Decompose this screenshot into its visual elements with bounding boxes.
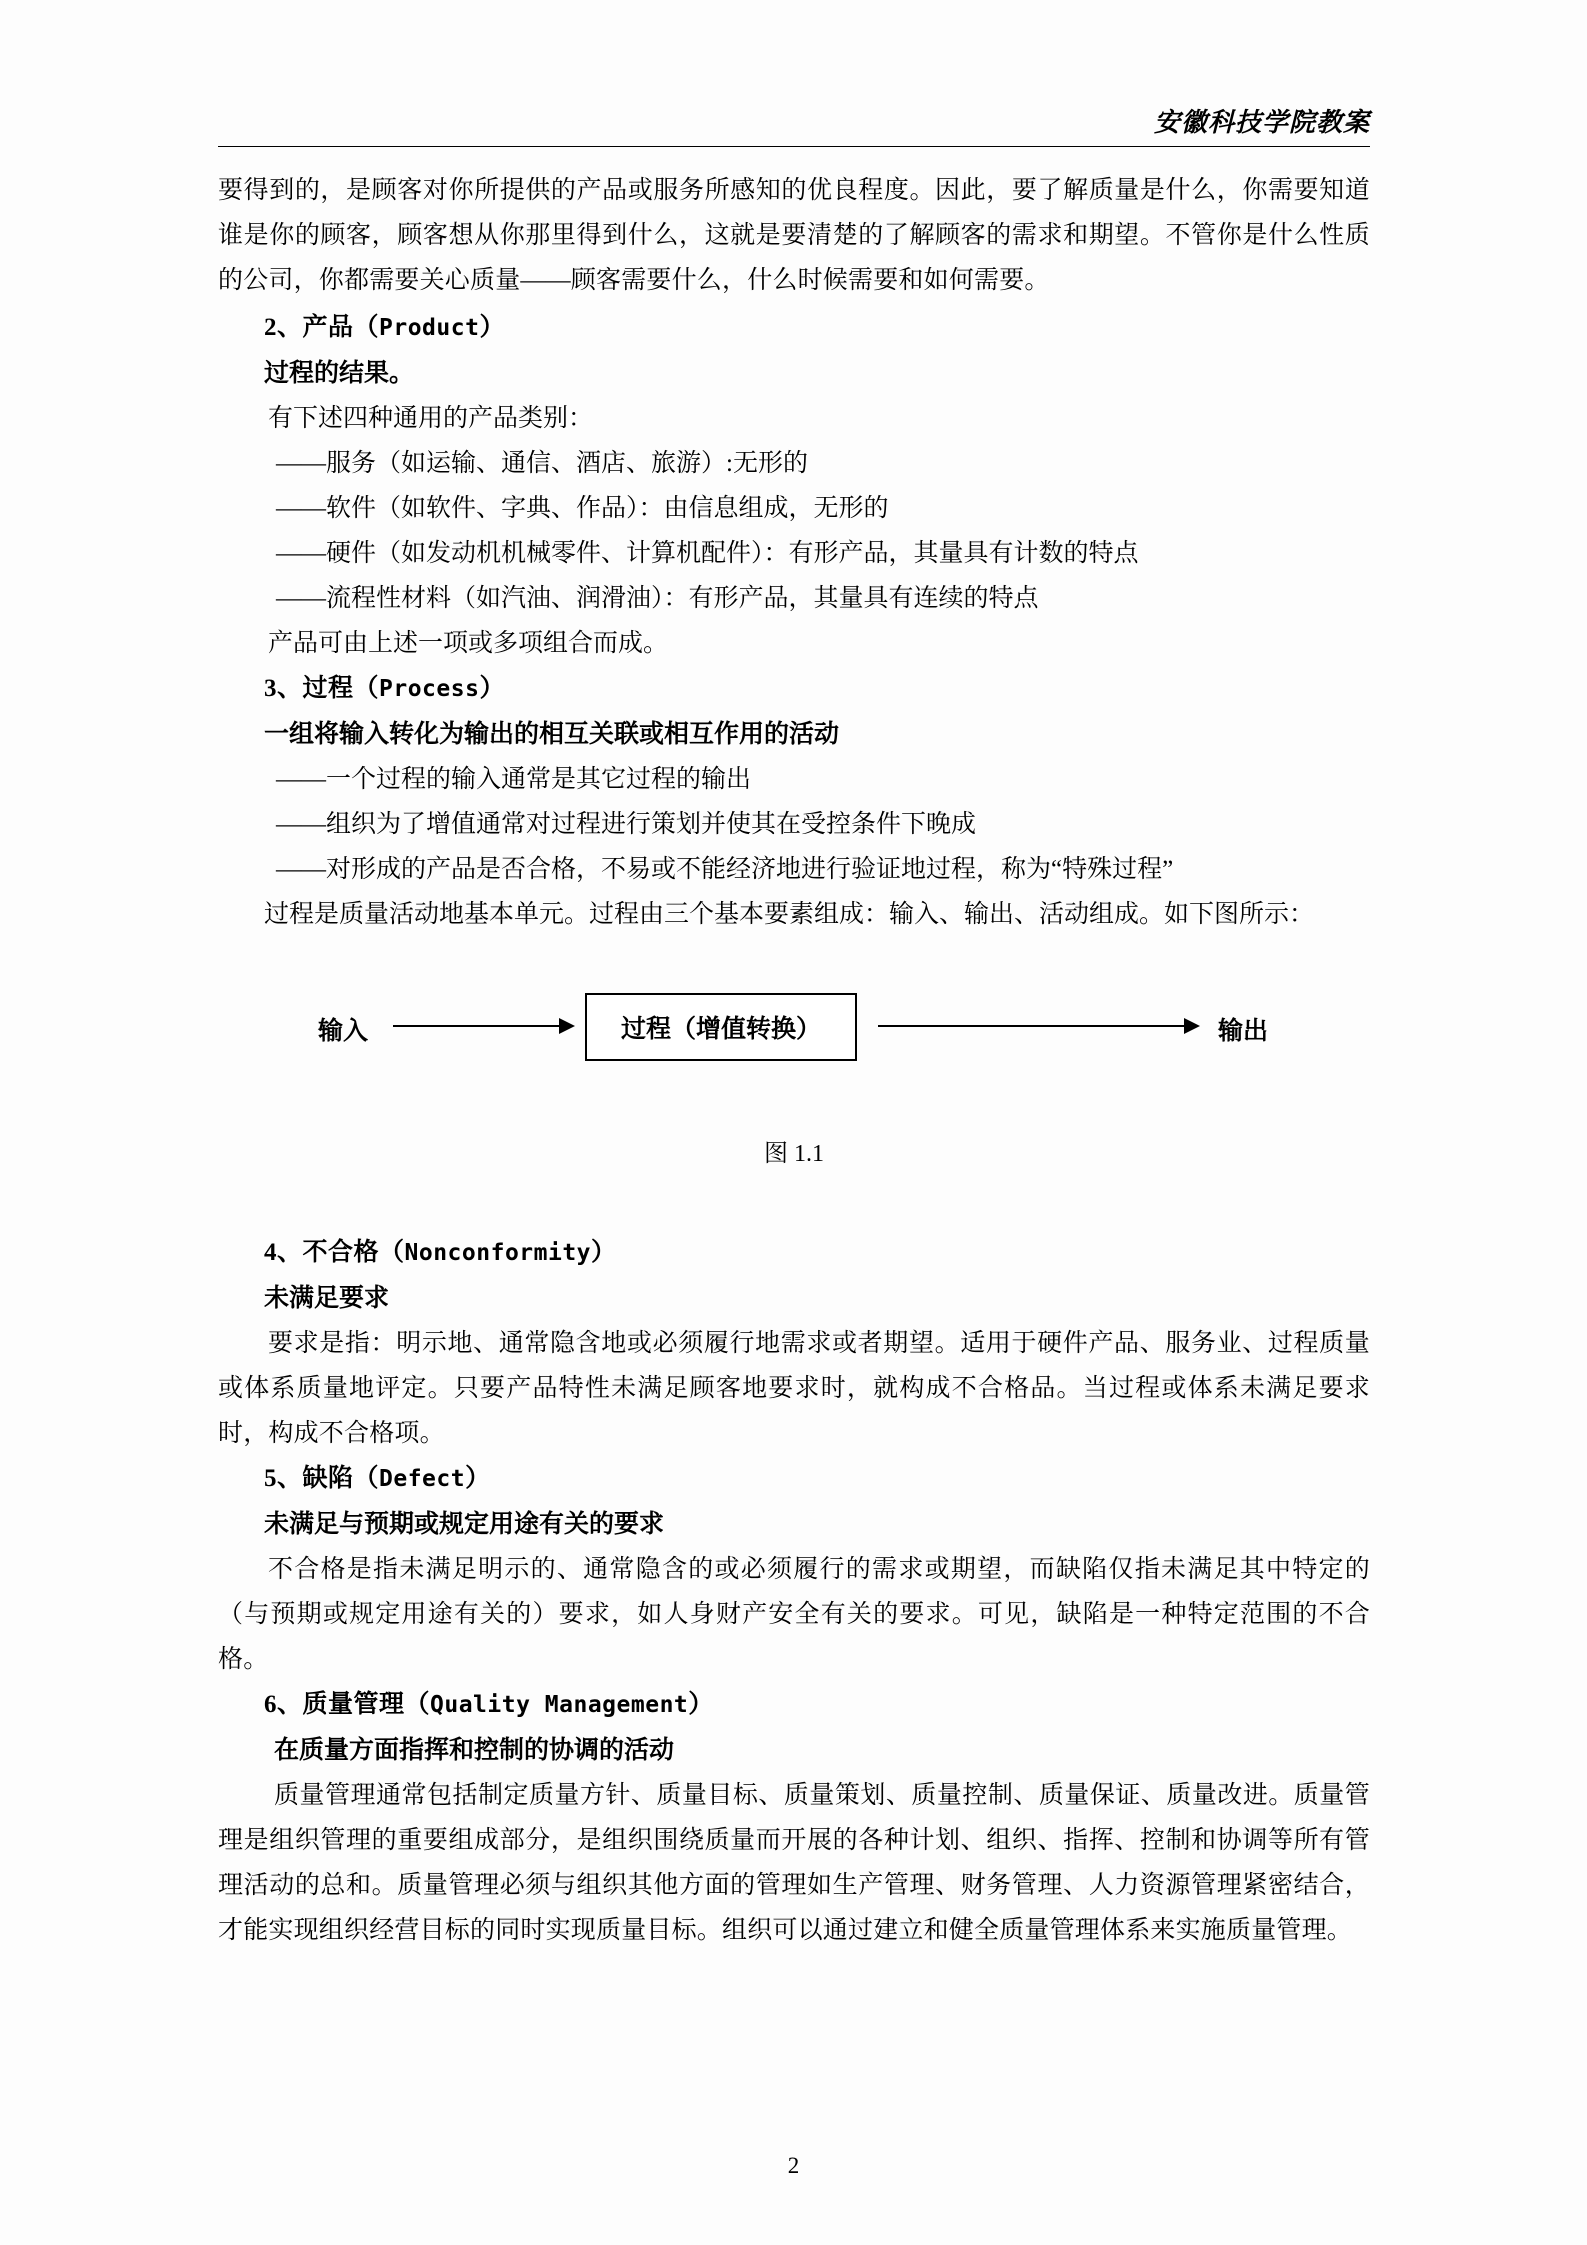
heading-text-cn: 2、产品（ (264, 314, 380, 341)
product-line-4: ——流程性材料（如汽油、润滑油）：有形产品，其量具有连续的特点 (276, 585, 1039, 612)
diagram-input-label: 输入 (318, 1018, 369, 1045)
heading-text-tail: ） (479, 314, 505, 341)
nonconformity-paragraph: 要求是指：明示地、通常隐含地或必须履行地需求或者期望。适用于硬件产品、服务业、过程质量或体系质量地评定。只要产品特性未满足顾客地要求时，就构成不合格品。当过程或体系未满足要求时，构成不合格项。 (218, 1330, 1370, 1447)
header-divider (218, 146, 1370, 147)
section-definition-process: 一组将输入转化为输出的相互关联或相互作用的活动 (264, 721, 840, 748)
spacer (218, 1168, 1370, 1230)
product-line-5: 产品可由上述一项或多项组合而成。 (268, 630, 669, 657)
heading-text-cn: 5、缺陷（ (264, 1465, 380, 1492)
page-header (218, 96, 1370, 168)
heading-text-tail: ） (591, 1239, 617, 1266)
arrow-input-to-process-icon (393, 1025, 573, 1027)
product-line-3: ——硬件（如发动机机械零件、计算机配件）：有形产品，其量具有计数的特点 (276, 540, 1139, 567)
section-definition-defect: 未满足与预期或规定用途有关的要求 (264, 1511, 665, 1538)
section-heading-process (218, 666, 1370, 712)
diagram-output-label: 输出 (1218, 1018, 1269, 1045)
arrow-process-to-output-icon (878, 1025, 1198, 1027)
figure-caption: 图 1.1 (764, 1141, 824, 1167)
page-number: 2 (787, 2153, 800, 2178)
header-title: 安徽科技学院教案 (1153, 108, 1370, 137)
quality-management-paragraph: 质量管理通常包括制定质量方针、质量目标、质量策划、质量控制、质量保证、质量改进。质量管理是组织管理的重要组成部分，是组织围绕质量而开展的各种计划、组织、指挥、控制和协调等所有管理活动的总和。质量管理必须与组织其他方面的管理如生产管理、财务管理、人力资源管理紧密结合，才能实现组织经营目标的同时实现质量目标。组织可以通过建立和健全质量管理体系来实施质量管理。 (218, 1782, 1370, 1944)
heading-text-cn: 6、质量管理（ (264, 1691, 431, 1718)
diagram-process-box: 过程（增值转换） (585, 993, 857, 1061)
heading-text-en: Process (379, 676, 480, 702)
product-line-0: 有下述四种通用的产品类别： (268, 405, 594, 432)
process-line-1: ——组织为了增值通常对过程进行策划并使其在受控条件下晚成 (276, 811, 977, 838)
section-heading-defect (218, 1456, 1370, 1502)
heading-text-en: Defect (379, 1466, 466, 1492)
heading-text-en: Nonconformity (404, 1240, 592, 1266)
process-line-0: ——一个过程的输入通常是其它过程的输出 (276, 766, 752, 793)
page-footer (0, 2153, 1587, 2179)
section-definition-nonconformity: 未满足要求 (264, 1285, 390, 1312)
heading-text-tail: ） (465, 1465, 491, 1492)
heading-text-cn: 4、不合格（ (264, 1239, 405, 1266)
section-heading-quality-management (218, 1682, 1370, 1728)
process-diagram (218, 965, 1370, 1115)
section-heading-nonconformity (218, 1230, 1370, 1276)
heading-text-tail: ） (688, 1691, 714, 1718)
process-paragraph: 过程是质量活动地基本单元。过程由三个基本要素组成：输入、输出、活动组成。如下图所示： (264, 901, 1315, 928)
section-heading-product (218, 305, 1370, 351)
page-content (218, 96, 1370, 1953)
product-line-2: ——软件（如软件、字典、作品）：由信息组成，无形的 (276, 495, 889, 522)
section-definition-quality-management: 在质量方面指挥和控制的协调的活动 (274, 1737, 675, 1764)
heading-text-en: Quality Management (430, 1692, 689, 1718)
section-definition-product: 过程的结果。 (264, 360, 415, 387)
heading-text-tail: ） (479, 675, 505, 702)
opening-paragraph: 要得到的，是顾客对你所提供的产品或服务所感知的优良程度。因此，要了解质量是什么，你需要知道谁是你的顾客，顾客想从你那里得到什么，这就是要清楚的了解顾客的需求和期望。不管你是什么性质的公司，你都需要关心质量——顾客需要什么，什么时候需要和如何需要。 (218, 177, 1370, 294)
defect-paragraph: 不合格是指未满足明示的、通常隐含的或必须履行的需求或期望，而缺陷仅指未满足其中特定的（与预期或规定用途有关的）要求，如人身财产安全有关的要求。可见，缺陷是一种特定范围的不合格。 (218, 1556, 1370, 1673)
heading-text-en: Product (379, 315, 480, 341)
process-line-2: ——对形成的产品是否合格，不易或不能经济地进行验证地过程，称为“特殊过程” (276, 856, 1174, 883)
heading-text-cn: 3、过程（ (264, 675, 380, 702)
product-line-1: ——服务（如运输、通信、酒店、旅游）:无形的 (276, 450, 808, 477)
